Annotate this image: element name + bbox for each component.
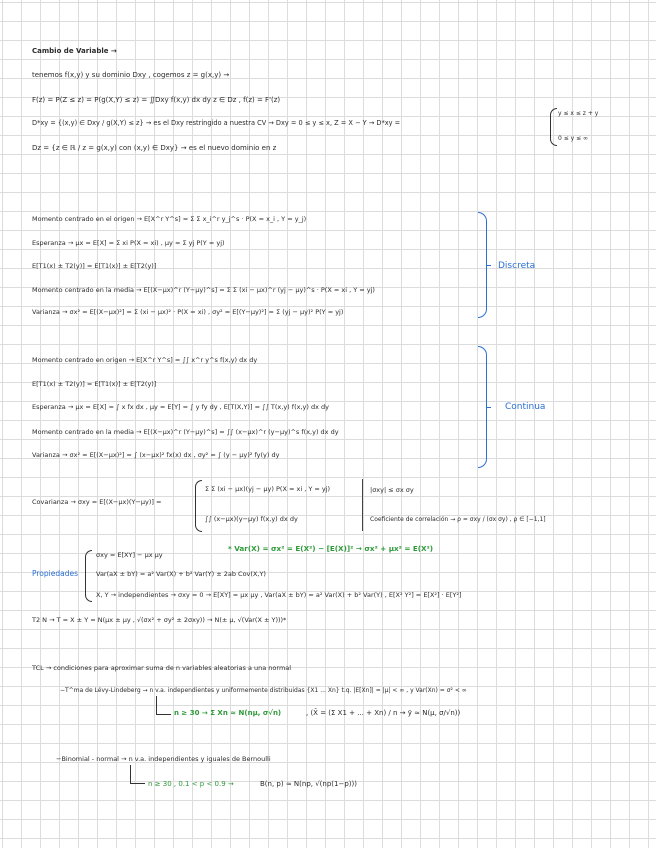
- prop-var-combinacion: Var(aX ± bY) = a² Var(X) + b² Var(Y) ± 2ab Cov(X,Y): [96, 570, 266, 578]
- discreta-momento-origen: Momento centrado en el origen → E[X^r Y^s] = Σ Σ x_i^r y_j^s · P(X = x_i , Y = y_j): [32, 215, 307, 223]
- cambio-line-2: F(z) = P(Z ≤ z) = P(g(X,Y) ≤ z) = ∬Dxy f(x,y) dx dy z ∈ Dz , f(z) = F'(z): [32, 96, 281, 104]
- cambio-line-1: tenemos f(x,y) y su dominio Dxy , cogemos z = g(x,y) →: [32, 71, 230, 79]
- covarianza-def: Covarianza → σxy = E[(X−μx)(Y−μy)] =: [32, 498, 162, 506]
- continua-momento-media: Momento centrado en la media → E[(X−μx)^r (Y−μy)^s] = ∫∫ (x−μx)^r (y−μy)^s f(x,y) dx dy: [32, 428, 339, 436]
- binomial-condicion: n ≥ 30 , 0.1 < p < 0.9 →: [148, 780, 234, 788]
- section-title-cambio-variable: Cambio de Variable →: [32, 47, 117, 55]
- binomial-arrow: [130, 765, 145, 784]
- domain-case-1: y ≤ x ≤ z + y: [558, 110, 599, 117]
- discreta-esperanza: Esperanza → μx = E[X] = Σ xi P(X = xi) , μy = Σ yj P(Y = yj): [32, 239, 225, 247]
- covarianza-discreta: Σ Σ (xi − μx)(yj − μy) P(X = xi , Y = yj): [205, 485, 331, 493]
- discreta-esperanza-suma: E[T1(x) ± T2(y)] = E[T1(x)] ± E[T2(y)]: [32, 262, 157, 270]
- continua-brace: [478, 346, 487, 468]
- discreta-varianza: Varianza → σx² = E[(X−μx)²] = Σ (xi − μx)² · P(X = xi) , σy² = E[(Y−μy)²] = Σ (yj − μy)² P(Y = yj): [32, 308, 344, 316]
- coef-correlacion: Coeficiente de correlación → ρ = σxy / (σx σy) , ρ ∈ [−1,1]: [370, 516, 546, 523]
- domain-case-2: 0 ≤ y ≤ ∞: [558, 135, 589, 142]
- tcl-def: TCL → condiciones para aproximar suma de n variables aleatorias a una normal: [32, 664, 292, 672]
- continua-esperanza: Esperanza → μx = E[X] = ∫ x fx dx , μy = E[Y] = ∫ y fy dy , E[T(X,Y)] = ∫∫ T(x,y) f(x,y) dx dy: [32, 403, 329, 411]
- continua-varianza: Varianza → σx² = E[(X−μx)²] = ∫ (x−μx)² fx(x) dx , σy² = ∫ (y − μy)² fy(y) dy: [32, 451, 280, 459]
- continua-label: Continua: [505, 402, 546, 412]
- covarianza-brace: [195, 480, 202, 532]
- propiedades-label: Propiedades: [32, 569, 78, 578]
- binomial-normal: −Binomial - normal → n v.a. independientes y iguales de Bernoulli: [56, 755, 271, 763]
- cauchy-schwarz: |σxy| ≤ σx σy: [370, 486, 414, 494]
- discreta-brace: [478, 212, 487, 318]
- binomial-aprox: B(n, p) ≈ N(np, √(np(1−p))): [260, 780, 357, 788]
- prop-independientes: X, Y → independientes → σxy = 0 → E[XY] = μx μy , Var(aX ± bY) = a² Var(X) + b² Var(Y) , E[X² Y²] = E[X²] · E[Y²]: [96, 591, 462, 599]
- cambio-line-4: Dz = {z ∈ ℝ / z = g(x,y) con (x,y) ∈ Dxy} → es el nuevo dominio en z: [32, 144, 277, 152]
- continua-momento-origen: Momento centrado en origen → E[X^r Y^s] = ∫∫ x^r y^s f(x,y) dx dy: [32, 356, 258, 364]
- prop-covarianza: σxy = E[XY] − μx μy: [96, 551, 163, 559]
- covarianza-continua: ∫∫ (x−μx)(y−μy) f(x,y) dx dy: [205, 515, 298, 523]
- discreta-momento-media: Momento centrado en la media → E[(X−μx)^r (Y−μy)^s] = Σ Σ (xi − μx)^r (yj − μy)^s · P(X = xi , Y = yj): [32, 286, 375, 294]
- continua-esperanza-suma: E[T1(x) ± T2(y)] = E[T1(x)] ± E[T2(y)]: [32, 380, 157, 388]
- suma-normales: T2 N → T = X ± Y = N(μx ± μy , √(σx² + σy² ± 2σxy)) → N(± μ, √(Var(X ± Y)))*: [32, 616, 287, 624]
- levy-arrow: [156, 696, 171, 715]
- levy-media-muestral: , (X̄ = (Σ X1 + ... + Xn) / n → ȳ ≈ N(μ, σ/√n)): [306, 709, 461, 717]
- cambio-line-3: D*xy = {(x,y) ∈ Dxy / g(X,Y) ≤ z} → es el Dxy restringido a nuestra CV → Dxy = 0 ≤ y ≤ x, Z = X − Y → D*xy =: [32, 119, 401, 127]
- levy-lindeberg: −T^ma de Lévy-Lindeberg → n v.a. independientes y uniformemente distribuidas {X1 ... Xn} t.q. |E[Xn]| = |μ| < ∞ , y Var(Xn) = σ² < ∞: [60, 687, 467, 694]
- domain-brace: [550, 108, 557, 146]
- varianza-green-note: * Var(X) = σx² = E(X²) − [E(X)]² → σx² + μx² = E(X²): [228, 544, 434, 553]
- levy-resultado: n ≥ 30 → Σ Xn ≈ N(nμ, σ√n): [174, 709, 282, 717]
- covarianza-divider: [362, 479, 363, 531]
- discreta-label: Discreta: [498, 261, 536, 271]
- propiedades-brace: [85, 550, 92, 602]
